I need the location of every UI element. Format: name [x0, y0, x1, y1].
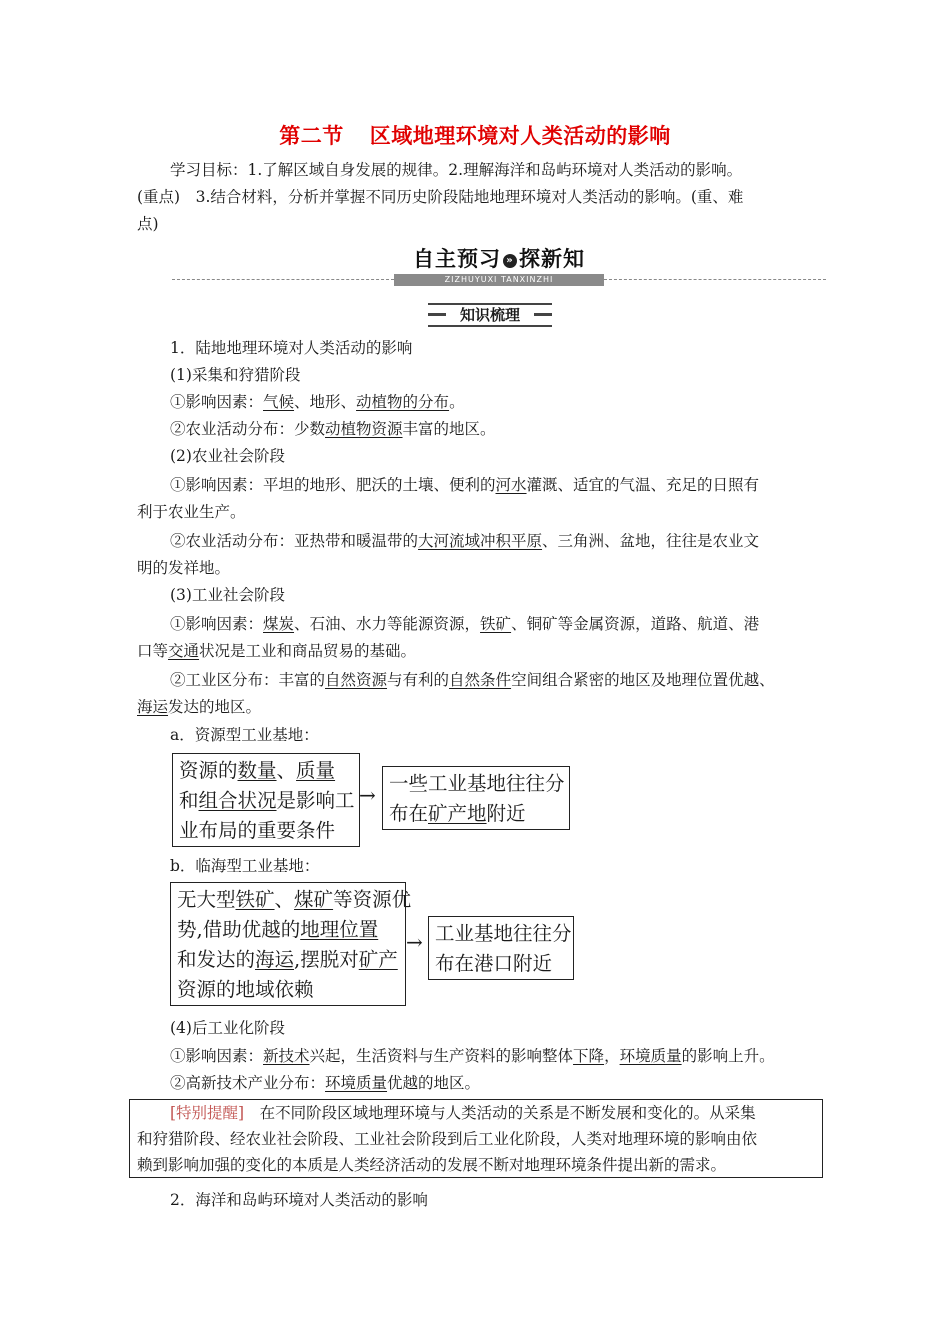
objectives-line-1: 学习目标：1.了解区域自身发展的规律。2.理解海洋和岛屿环境对人类活动的影响。: [170, 161, 743, 179]
banner-divider-left: [172, 279, 394, 280]
objectives-line-3: 点): [137, 215, 159, 233]
heading-1: 1．陆地地理环境对人类活动的影响: [170, 339, 413, 357]
coastal-base-cause-box: 无大型铁矿、煤矿等资源优 势,借助优越的地理位置 和发达的海运,摆脱对矿产 资源的地域依赖: [170, 882, 406, 1006]
s3-distribution: ②工业区分布：丰富的自然资源与有利的自然条件空间组合紧密的地区及地理位置优越、: [170, 671, 775, 689]
knowledge-section-label: 知识梳理: [428, 303, 552, 327]
s2-factors: ①影响因素：平坦的地形、肥沃的土壤、便利的河水灌溉、适宜的气温、充足的日照有: [170, 476, 760, 494]
banner-title: 自主预习 » 探新知: [413, 247, 585, 271]
special-reminder-line-3: 赖到影响加强的变化的本质是人类经济活动的发展不断对地理环境条件提出新的需求。: [137, 1156, 727, 1174]
banner-subtitle: ZIZHUYUXI TANXINZHI: [394, 274, 604, 286]
page-title: [0, 120, 950, 150]
resource-base-result-box: 一些工业基地往往分 布在矿产地附近: [382, 766, 570, 830]
objectives-line-2: (重点) 3.结合材料，分析并掌握不同历史阶段陆地地理环境对人类活动的影响。(重、难: [137, 188, 744, 206]
s4-distribution: ②高新技术产业分布：环境质量优越的地区。: [170, 1074, 481, 1092]
s3-factors: ①影响因素：煤炭、石油、水力等能源资源，铁矿、铜矿等金属资源，道路、航道、港: [170, 615, 760, 633]
right-arrow-icon: →: [359, 783, 376, 807]
subheading-4: (4)后工业化阶段: [170, 1019, 285, 1037]
s2-distribution-cont: 明的发祥地。: [137, 559, 231, 577]
section-banner: [394, 244, 604, 286]
subheading-2: (2)农业社会阶段: [170, 447, 285, 465]
resource-base-label: a．资源型工业基地：: [170, 726, 319, 744]
coastal-base-result-box: 工业基地往往分 布在港口附近: [428, 916, 574, 980]
s2-factors-cont: 利于农业生产。: [137, 503, 246, 521]
banner-divider-right: [604, 279, 826, 280]
s3-factors-cont: 口等交通状况是工业和商品贸易的基础。: [137, 642, 417, 660]
right-arrow-icon: →: [406, 930, 423, 954]
s4-factors: ①影响因素：新技术兴起，生活资料与生产资料的影响整体下降，环境质量的影响上升。: [170, 1047, 775, 1065]
section-title: 区域地理环境对人类活动的影响: [369, 124, 671, 148]
special-reminder-tag: [特别提醒]: [170, 1104, 245, 1122]
special-reminder-line-1: [特别提醒] 在不同阶段区域地理环境与人类活动的关系是不断发展和变化的。从采集: [170, 1104, 756, 1122]
subheading-1: (1)采集和狩猎阶段: [170, 366, 301, 384]
s3-distribution-cont: 海运发达的地区。: [137, 698, 262, 716]
double-chevron-icon: »: [503, 254, 517, 268]
subheading-3: (3)工业社会阶段: [170, 586, 285, 604]
s2-distribution: ②农业活动分布：亚热带和暖温带的大河流域冲积平原、三角洲、盆地，往往是农业文: [170, 532, 760, 550]
resource-base-cause-box: 资源的数量、质量 和组合状况是影响工 业布局的重要条件: [172, 753, 360, 847]
coastal-base-label: b．临海型工业基地：: [170, 857, 320, 875]
heading-2: 2．海洋和岛屿环境对人类活动的影响: [170, 1191, 428, 1209]
s1-factors: ①影响因素：气候、地形、动植物的分布。: [170, 393, 465, 411]
section-number: 第二节: [279, 124, 344, 148]
special-reminder-line-2: 和狩猎阶段、经农业社会阶段、工业社会阶段到后工业化阶段，人类对地理环境的影响由依: [137, 1130, 758, 1148]
s1-distribution: ②农业活动分布：少数动植物资源丰富的地区。: [170, 420, 496, 438]
